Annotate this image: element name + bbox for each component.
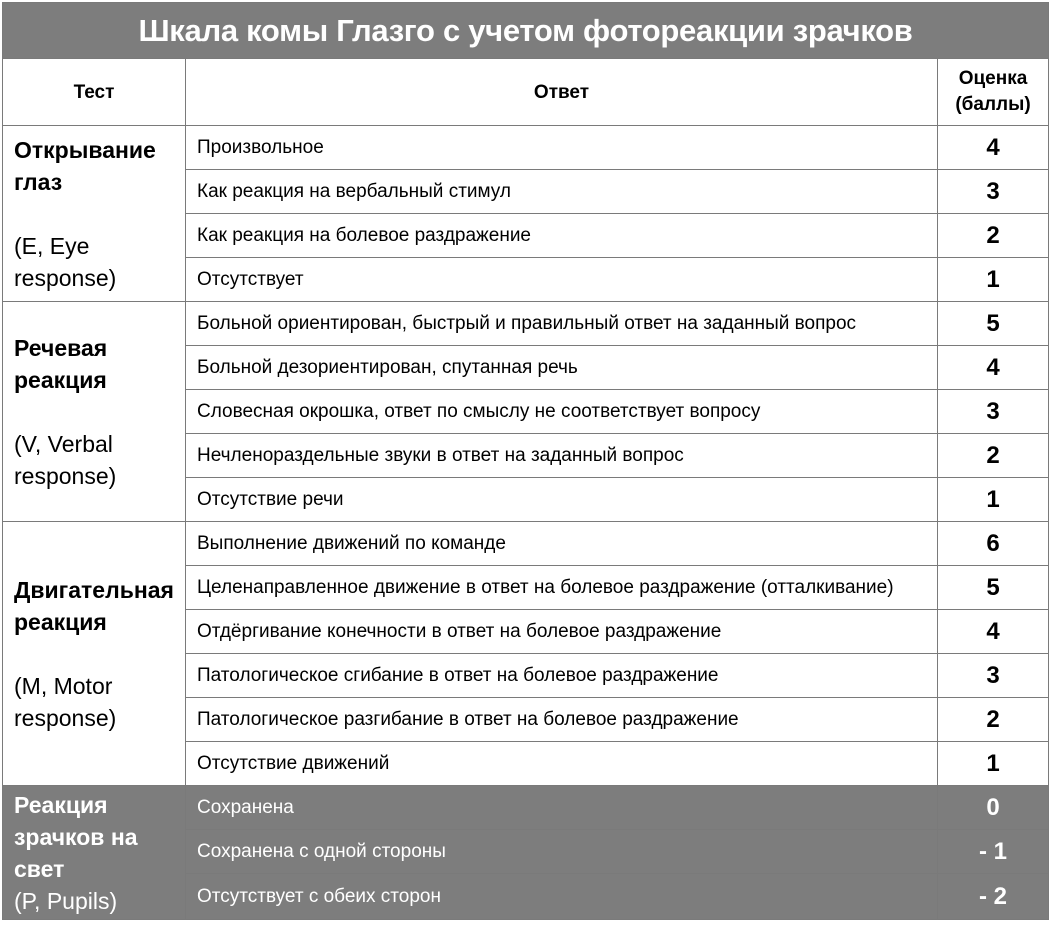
response-cell: Нечленораздельные звуки в ответ на заданный вопрос	[186, 434, 938, 478]
test-name: Речевая реакция	[14, 334, 108, 393]
score-cell: 4	[938, 346, 1049, 390]
response-cell: Выполнение движений по команде	[186, 522, 938, 566]
test-name: Реакция зрачков на свет	[14, 791, 138, 882]
score-cell: 3	[938, 390, 1049, 434]
response-cell: Целенаправленное движение в ответ на болевое раздражение (отталкивание)	[186, 566, 938, 610]
response-cell: Больной ориентирован, быстрый и правильный ответ на заданный вопрос	[186, 302, 938, 346]
test-name: Двигательная реакция	[14, 576, 174, 635]
header-row	[3, 59, 1049, 126]
test-code: (E, Eye response)	[14, 232, 117, 291]
score-cell: 5	[938, 566, 1049, 610]
response-cell: Сохранена с одной стороны	[186, 830, 938, 874]
test-motor-response	[3, 522, 186, 786]
score-cell: 1	[938, 742, 1049, 786]
test-eye-response	[3, 126, 186, 302]
score-cell: 2	[938, 698, 1049, 742]
response-cell: Сохранена	[186, 786, 938, 830]
score-cell: 1	[938, 478, 1049, 522]
score-cell: 5	[938, 302, 1049, 346]
response-cell: Произвольное	[186, 126, 938, 170]
score-cell: - 1	[938, 830, 1049, 874]
response-cell: Словесная окрошка, ответ по смыслу не соответствует вопросу	[186, 390, 938, 434]
response-cell: Патологическое разгибание в ответ на болевое раздражение	[186, 698, 938, 742]
table-row	[3, 786, 1049, 830]
test-verbal-response	[3, 302, 186, 522]
test-code: (M, Motor response)	[14, 672, 117, 731]
score-cell: 2	[938, 214, 1049, 258]
response-cell: Патологическое сгибание в ответ на болевое раздражение	[186, 654, 938, 698]
response-cell: Отсутствие речи	[186, 478, 938, 522]
header-score-line1: Оценка	[958, 68, 1028, 89]
test-code: (P, Pupils)	[14, 887, 118, 914]
test-pupils	[3, 786, 186, 920]
header-score	[938, 59, 1049, 126]
response-cell: Отсутствует	[186, 258, 938, 302]
score-cell: 2	[938, 434, 1049, 478]
table-row	[3, 522, 1049, 566]
glasgow-coma-scale-table	[2, 2, 1049, 920]
score-cell: 4	[938, 610, 1049, 654]
header-test: Тест	[3, 59, 186, 126]
table-row	[3, 302, 1049, 346]
response-cell: Как реакция на болевое раздражение	[186, 214, 938, 258]
table-title: Шкала комы Глазго с учетом фотореакции зрачков	[3, 3, 1049, 59]
score-cell: 1	[938, 258, 1049, 302]
response-cell: Как реакция на вербальный стимул	[186, 170, 938, 214]
score-cell: 3	[938, 170, 1049, 214]
score-cell: 4	[938, 126, 1049, 170]
header-score-line2: (баллы)	[955, 94, 1031, 115]
response-cell: Отсутствие движений	[186, 742, 938, 786]
score-cell: 6	[938, 522, 1049, 566]
score-cell: - 2	[938, 874, 1049, 920]
test-code: (V, Verbal response)	[14, 430, 117, 489]
response-cell: Больной дезориентирован, спутанная речь	[186, 346, 938, 390]
response-cell: Отдёргивание конечности в ответ на болевое раздражение	[186, 610, 938, 654]
test-name: Открывание глаз	[14, 136, 156, 195]
header-response: Ответ	[186, 59, 938, 126]
score-cell: 3	[938, 654, 1049, 698]
response-cell: Отсутствует с обеих сторон	[186, 874, 938, 920]
score-cell: 0	[938, 786, 1049, 830]
table-row	[3, 126, 1049, 170]
